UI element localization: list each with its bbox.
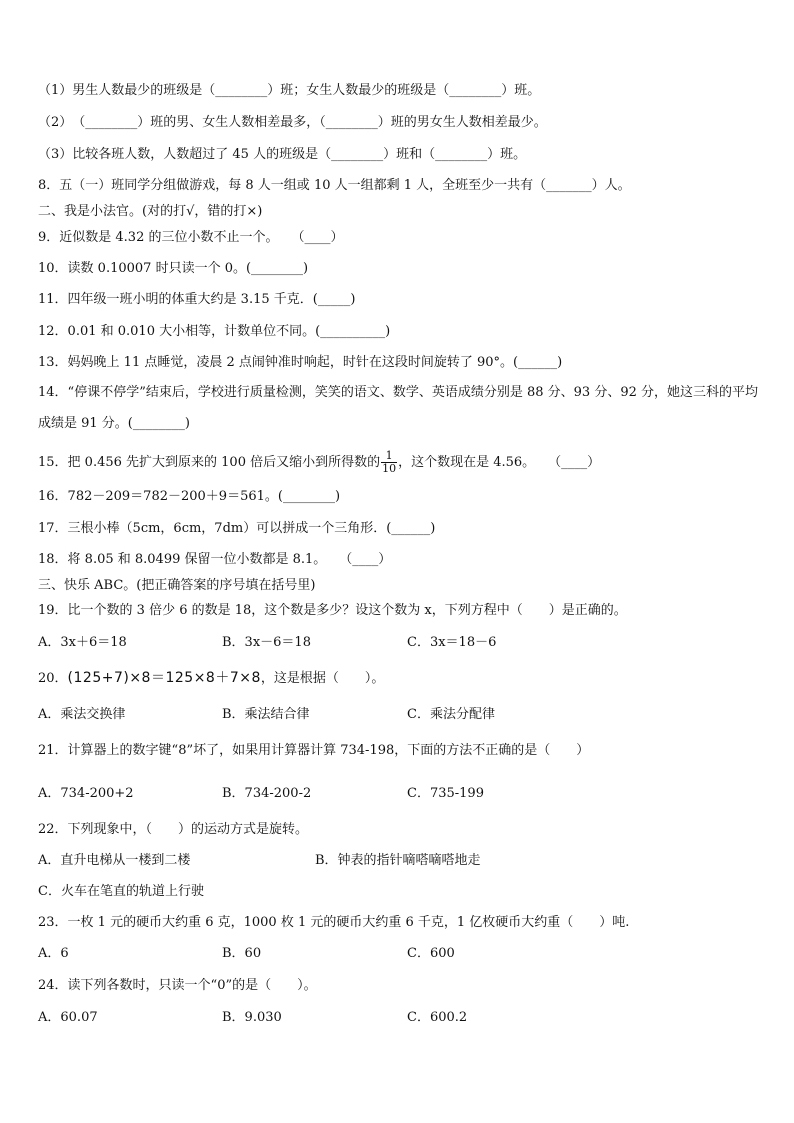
question-18: 18．将 8.05 和 8.0499 保留一位小数都是 8.1。 （____）: [38, 552, 392, 567]
q20-option-a: A．乘法交换律: [38, 707, 126, 722]
question-22: 22．下列现象中，（ ）的运动方式是旋转。: [38, 822, 309, 837]
question-24: 24．读下列各数时，只读一个“0”的是（ ）。: [38, 978, 317, 993]
section-2-heading: 二、我是小法官。(对的打√，错的打×): [38, 204, 263, 219]
question-13: 13．妈妈晚上 11 点睡觉，凌晨 2 点闹钟准时响起，时针在这段时间旋转了 90°。(______): [38, 355, 563, 370]
question-12: 12．0.01 和 0.010 大小相等，计数单位不同。(__________): [38, 324, 391, 339]
section-3-heading: 三、快乐 ABC。(把正确答案的序号填在括号里): [38, 578, 316, 593]
question-17: 17．三根小棒（5cm，6cm，7dm）可以拼成一个三角形．(______): [38, 521, 436, 536]
fraction-denominator: 10: [382, 462, 397, 475]
q20-option-c: C．乘法分配律: [407, 707, 495, 722]
q21-option-b: B．734-200-2: [222, 786, 312, 801]
q15-text-after: ，这个数现在是 4.56。 （____）: [398, 455, 601, 470]
q22-option-a: A．直升电梯从一楼到二楼: [38, 853, 191, 868]
q24-option-a: A．60.07: [38, 1010, 98, 1025]
q22-option-b: B．钟表的指针嘀嗒嘀嗒地走: [315, 853, 481, 868]
question-19: 19．比一个数的 3 倍少 6 的数是 18，这个数是多少？设这个数为 x，下列方程中（ ）是正确的。: [38, 603, 627, 618]
q23-option-a: A．6: [38, 946, 69, 961]
question-14: 14．“停课不停学”结束后，学校进行质量检测，笑笑的语文、数学、英语成绩分别是 88 分、93 分、92 分，她这三科的平均成绩是 91 分。(________): [38, 385, 758, 431]
q7-part1: （1）男生人数最少的班级是（________）班；女生人数最少的班级是（________）班。: [38, 83, 541, 98]
fraction-one-tenth: [381, 450, 397, 475]
question-20: [38, 670, 384, 687]
q20-number: 20．: [38, 671, 68, 686]
question-8: 8．五（一）班同学分组做游戏，每 8 人一组或 10 人一组都剩 1 人，全班至少一共有（_______）人。: [38, 178, 631, 193]
question-15: [38, 450, 600, 475]
q22-option-c: C．火车在笔直的轨道上行驶: [38, 884, 204, 899]
q19-option-b: B．3x－6＝18: [222, 635, 311, 650]
q21-option-c: C．735-199: [407, 786, 484, 801]
question-23: 23．一枚 1 元的硬币大约重 6 克，1000 枚 1 元的硬币大约重 6 千克，1 亿枚硬币大约重（ ）吨.: [38, 915, 630, 930]
q20-text: ，这是根据（ ）。: [260, 671, 385, 686]
question-11: 11．四年级一班小明的体重大约是 3.15 千克．(_____): [38, 292, 356, 307]
q7-part2: （2） （________）班的男、女生人数相差最多，（________）班的男女生人数相差最少。: [38, 115, 547, 130]
question-21: 21．计算器上的数字键“8”坏了，如果用计算器计算 734-198，下面的方法不正确的是（ ）: [38, 743, 590, 758]
q24-option-c: C．600.2: [407, 1010, 468, 1025]
q20-formula: (125+7)×8＝125×8＋7×8: [67, 670, 261, 686]
question-9: 9．近似数是 4.32 的三位小数不止一个。 （____）: [38, 230, 344, 245]
q20-option-b: B．乘法结合律: [222, 707, 310, 722]
fraction-numerator: 1: [381, 450, 397, 463]
q7-part3: （3）比较各班人数，人数超过了 45 人的班级是（________）班和（________）班。: [38, 147, 527, 162]
question-10: 10．读数 0.10007 时只读一个 0。(________): [38, 261, 309, 276]
q23-option-b: B．60: [222, 946, 262, 961]
q15-text-before: 15．把 0.456 先扩大到原来的 100 倍后又缩小到所得数的: [38, 455, 381, 470]
q21-option-a: A．734-200+2: [38, 786, 134, 801]
q23-option-c: C．600: [407, 946, 455, 961]
q24-option-b: B．9.030: [222, 1010, 282, 1025]
q19-option-c: C．3x＝18－6: [407, 635, 497, 650]
question-16: 16．782－209＝782－200＋9＝561。(________): [38, 489, 341, 504]
q19-option-a: A．3x＋6＝18: [38, 635, 127, 650]
